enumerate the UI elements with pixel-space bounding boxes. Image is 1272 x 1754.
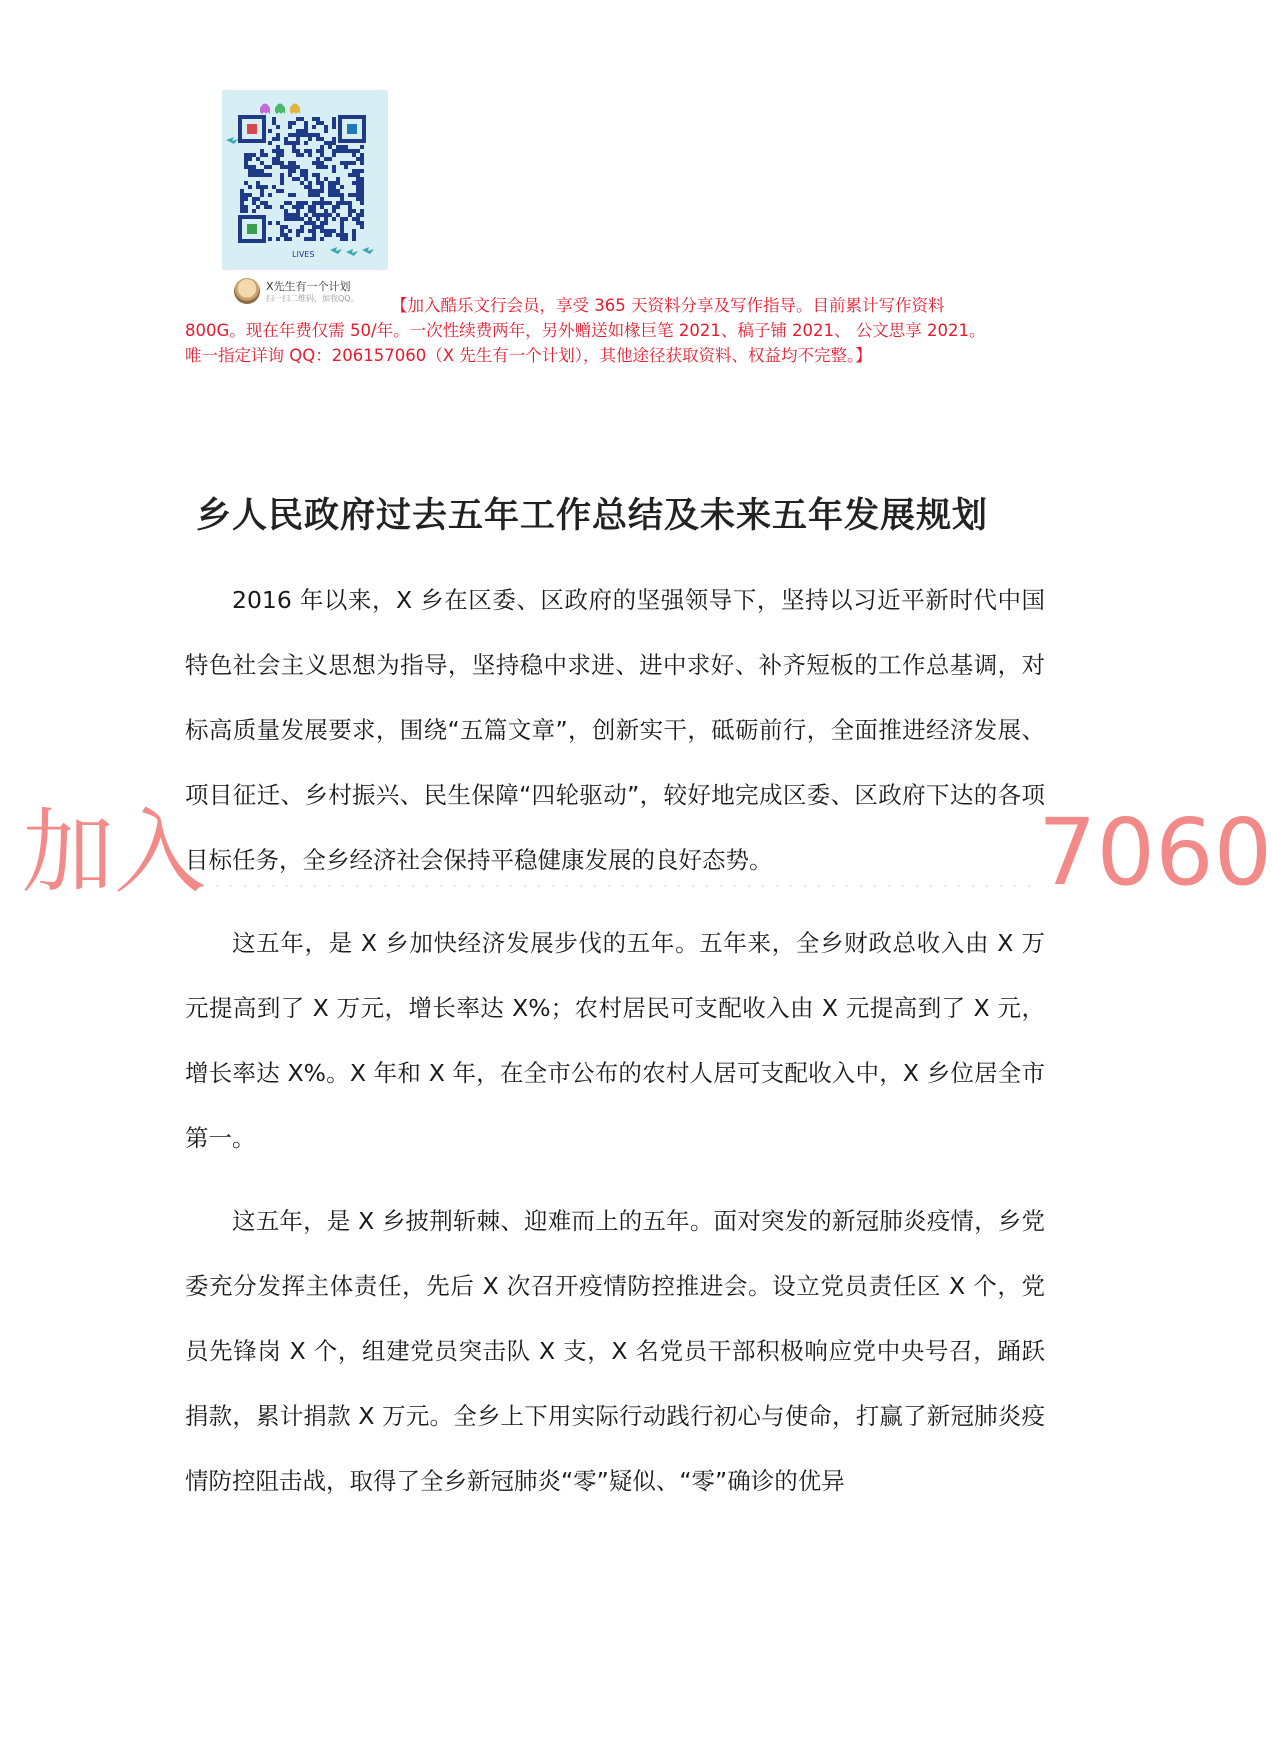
promo-line-2: 800G。现在年费仅需 50/年。一次性续费两年，另外赠送如椽巨笔 2021、稿子铺 2021、 公文思享 2021。: [185, 321, 986, 340]
qr-card-label: LIVES: [292, 250, 315, 259]
qr-matrix: [240, 117, 364, 241]
qr-code-image: [222, 90, 388, 270]
document-title: 乡人民政府过去五年工作总结及未来五年发展规划: [196, 496, 989, 536]
watermark-dots: [210, 884, 1030, 888]
promo-line-1: 【加入酷乐文行会员，享受 365 天资料分享及写作指导。目前累计写作资料: [391, 296, 945, 315]
ghost-icons-top: [260, 104, 300, 115]
watermark-left: 加入: [22, 799, 207, 906]
document-body: [185, 568, 1045, 1532]
profile-name: X先生有一个计划: [266, 280, 351, 293]
promo-notice: [185, 293, 1045, 368]
paragraph: 这五年，是 X 乡披荆斩棘、迎难而上的五年。面对突发的新冠肺炎疫情，乡党委充分发挥主体责任，先后 X 次召开疫情防控推进会。设立党员责任区 X 个，党员先锋岗 X 个，组建党员突击队 X 支，X 名党员干部积极响应党中央号召，踊跃捐款，累计捐款 X 万元。全乡上下用实际行动践行初心与使命，打赢了新冠肺炎疫情防控阻击战，取得了全乡新冠肺炎“零”疑似、“零”确诊的优异: [185, 1207, 1045, 1495]
paragraph: 这五年，是 X 乡加快经济发展步伐的五年。五年来，全乡财政总收入由 X 万元提高到了 X 万元，增长率达 X%；农村居民可支配收入由 X 元提高到了 X 元，增长率达 X%。X 年和 X 年，在全市公布的农村人居可支配收入中，X 乡位居全市第一。: [185, 929, 1045, 1152]
paragraph: 2016 年以来，X 乡在区委、区政府的坚强领导下，坚持以习近平新时代中国特色社会主义思想为指导，坚持稳中求进、进中求好、补齐短板的工作总基调，对标高质量发展要求，围绕“五篇文章”，创新实干，砥砺前行，全面推进经济发展、项目征迁、乡村振兴、民生保障“四轮驱动”，较好地完成区委、区政府下达的各项目标任务，全乡经济社会保持平稳健康发展的良好态势。: [185, 586, 1045, 874]
profile-caption: 扫一扫二维码，加我QQ。: [266, 294, 359, 303]
promo-line-3: 唯一指定详询 QQ：206157060（X 先生有一个计划），其他途径获取资料、权益均不完整。】: [185, 346, 872, 365]
watermark-right: 7060: [1038, 799, 1272, 906]
